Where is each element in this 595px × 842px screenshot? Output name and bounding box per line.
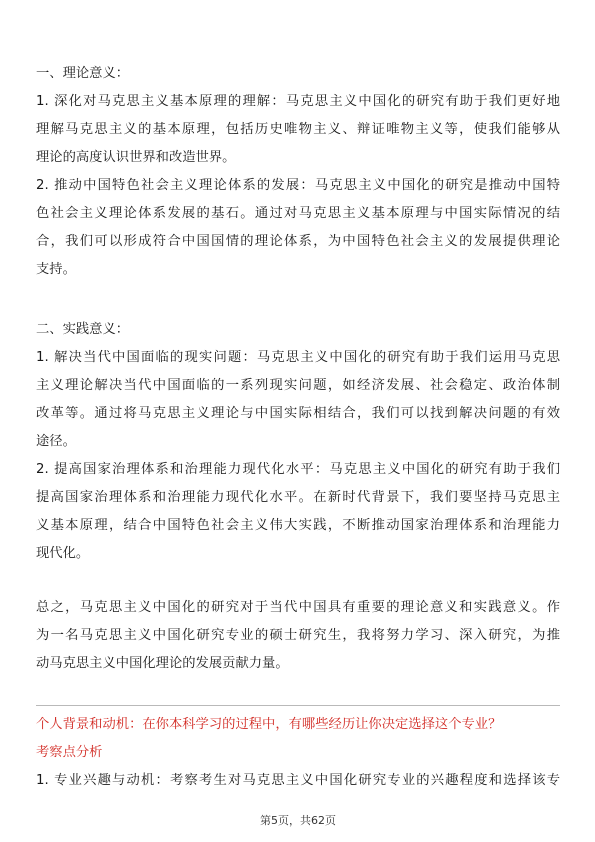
analysis-line: 1. 专业兴趣与动机：考察考生对马克思主义中国化研究专业的兴趣程度和选择该专 <box>36 773 560 788</box>
paragraph-line: 为一名马克思主义中国化研究专业的硕士研究生，我将努力学习、深入研究，为推 <box>36 628 560 643</box>
paragraph-line: 总之，马克思主义中国化的研究对于当代中国具有重要的理论意义和实践意义。作 <box>36 600 560 615</box>
document-page <box>36 0 560 842</box>
paragraph-line: 动马克思主义中国化理论的发展贡献力量。 <box>36 656 289 671</box>
section-divider <box>36 705 560 706</box>
paragraph-line: 2. 推动中国特色社会主义理论体系的发展：马克思主义中国化的研究是推动中国特 <box>36 178 560 193</box>
paragraph-line: 2. 提高国家治理体系和治理能力现代化水平：马克思主义中国化的研究有助于我们 <box>36 462 560 477</box>
paragraph-line: 合，我们可以形成符合中国国情的理论体系，为中国特色社会主义的发展提供理论 <box>36 234 560 249</box>
paragraph-line: 主义理论解决当代中国面临的一系列现实问题，如经济发展、社会稳定、政治体制 <box>36 378 560 393</box>
paragraph-line: 色社会主义理论体系发展的基石。通过对马克思主义基本原理与中国实际情况的结 <box>36 206 560 221</box>
paragraph-line: 提高国家治理体系和治理能力现代化水平。在新时代背景下，我们要坚持马克思主 <box>36 490 560 505</box>
paragraph-line: 理论的高度认识世界和改造世界。 <box>36 150 236 165</box>
paragraph-line: 途径。 <box>36 434 76 449</box>
paragraph-line: 1. 深化对马克思主义基本原理的理解：马克思主义中国化的研究有助于我们更好地 <box>36 94 560 109</box>
page-indicator: 第5页，共62页 <box>260 814 336 827</box>
paragraph-line: 支持。 <box>36 262 76 277</box>
paragraph-line: 改革等。通过将马克思主义理论与中国实际相结合，我们可以找到解决问题的有效 <box>36 406 560 421</box>
analysis-heading: 考察点分析 <box>36 745 103 760</box>
paragraph-line: 现代化。 <box>36 546 90 561</box>
paragraph-line: 义基本原理，结合中国特色社会主义伟大实践，不断推动国家治理体系和治理能力 <box>36 518 560 533</box>
section-heading-practice: 二、实践意义： <box>36 322 130 337</box>
paragraph-line: 1. 解决当代中国面临的现实问题：马克思主义中国化的研究有助于我们运用马克思 <box>36 350 560 365</box>
paragraph-line: 理解马克思主义的基本原理，包括历史唯物主义、辩证唯物主义等，使我们能够从 <box>36 122 560 137</box>
section-heading-theory: 一、理论意义： <box>36 66 130 81</box>
question-title: 个人背景和动机：在你本科学习的过程中，有哪些经历让你决定选择这个专业？ <box>36 717 502 732</box>
